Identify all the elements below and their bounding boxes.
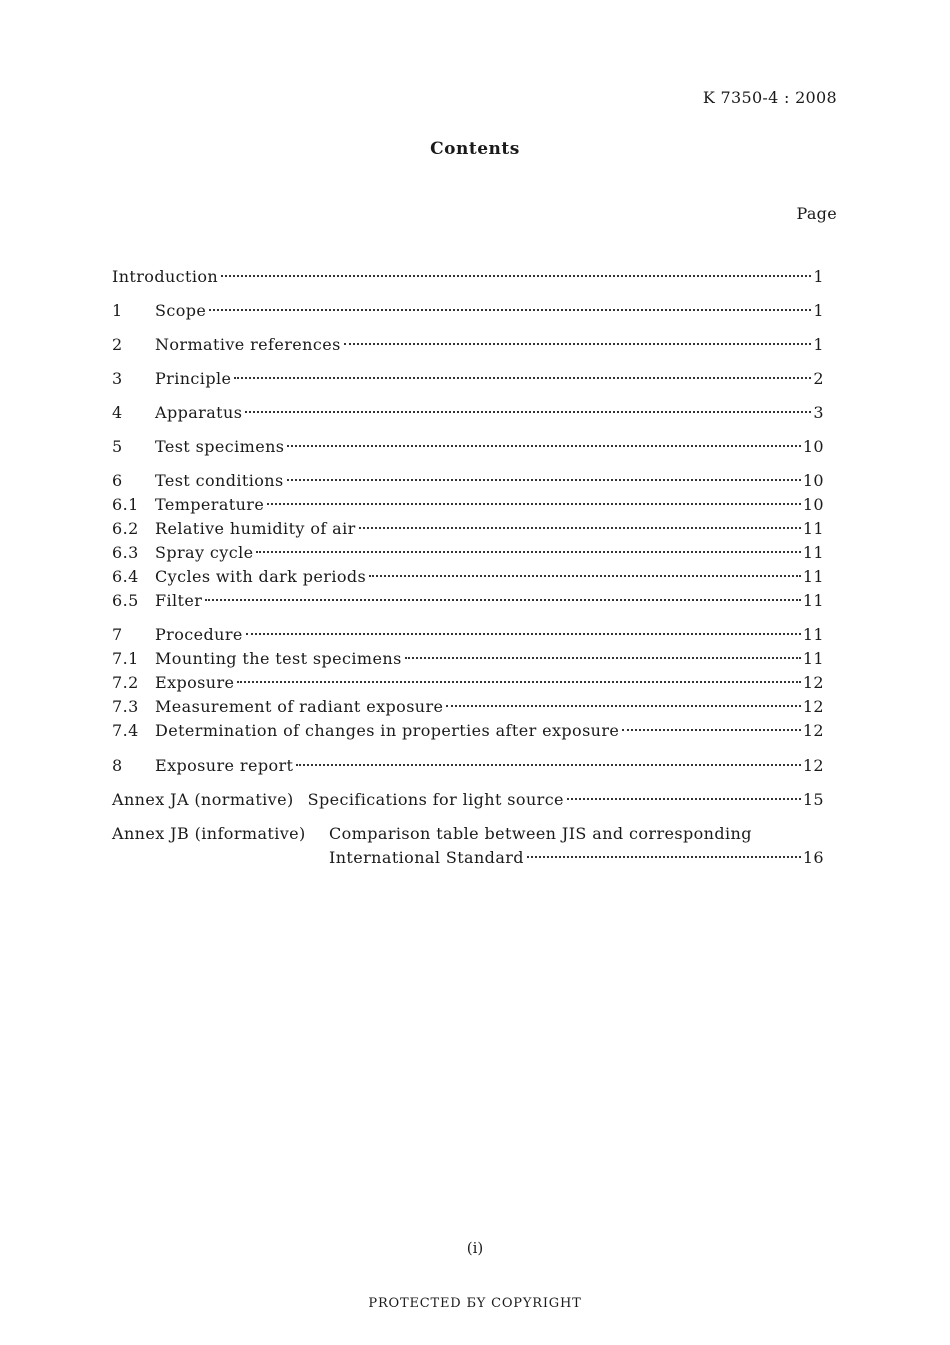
toc-entry-number: 3 — [112, 369, 123, 388]
toc-entry-6-1[interactable] — [112, 494, 824, 516]
toc-entry-4[interactable] — [112, 402, 824, 424]
toc-entry-number: 7.1 — [112, 649, 139, 668]
toc-entry-title: Filter — [155, 591, 203, 610]
toc-entry-number: 1 — [112, 301, 123, 320]
toc-entry-page: 10 — [802, 471, 824, 490]
leader-dots — [209, 309, 811, 311]
toc-entry-7-2[interactable] — [112, 672, 824, 694]
toc-entry-page: 11 — [802, 543, 824, 562]
toc-entry-number: 7.2 — [112, 673, 139, 692]
toc-entry-page: 16 — [802, 848, 824, 867]
toc-entry-annex-jb-continuation[interactable] — [329, 847, 824, 869]
toc-entry-number: 5 — [112, 437, 123, 456]
footer-page-number: (i) — [466, 1239, 484, 1257]
leader-dots — [205, 599, 801, 601]
toc-entry-7-3[interactable] — [112, 696, 824, 718]
toc-entry-number: 4 — [112, 403, 123, 422]
leader-dots — [234, 377, 811, 379]
leader-dots — [622, 729, 801, 731]
toc-entry-6-4[interactable] — [112, 566, 824, 588]
toc-entry-page: 11 — [802, 519, 824, 538]
toc-entry-7-4[interactable] — [112, 720, 824, 742]
toc-entry-title: Test conditions — [155, 471, 284, 490]
toc-entry-title: Temperature — [155, 495, 265, 514]
toc-entry-title: Introduction — [112, 267, 219, 286]
toc-entry-annex-jb[interactable] — [112, 823, 824, 845]
toc-entry-page: 1 — [813, 267, 824, 286]
toc-entry-title: Procedure — [155, 625, 243, 644]
toc-entry-page: 11 — [802, 591, 824, 610]
toc-entry-title: Normative references — [155, 335, 341, 354]
toc-entry-number: 7.3 — [112, 697, 139, 716]
leader-dots — [344, 343, 812, 345]
contents-title: Contents — [430, 139, 520, 159]
toc-entry-title-line-1: Comparison table between JIS and corresponding — [329, 824, 752, 843]
toc-entry-title: Apparatus — [155, 403, 243, 422]
toc-entry-number: 7.4 — [112, 721, 139, 740]
toc-entry-number: 6.3 — [112, 543, 139, 562]
toc-entry-title: Scope — [155, 301, 207, 320]
toc-entry-6[interactable] — [112, 470, 824, 492]
toc-entry-title-line-2: International Standard — [329, 848, 524, 867]
leader-dots — [405, 657, 801, 659]
toc-entry-title: Exposure report — [155, 756, 294, 775]
toc-entry-title: Mounting the test specimens — [155, 649, 402, 668]
toc-entry-page: 12 — [802, 721, 824, 740]
toc-entry-page: 11 — [802, 649, 824, 668]
toc-entry-3[interactable] — [112, 368, 824, 390]
leader-dots — [446, 705, 800, 707]
leader-dots — [245, 411, 811, 413]
annex-label: Annex JB (informative) — [112, 824, 306, 843]
page-column-heading: Page — [796, 204, 837, 223]
toc-entry-6-2[interactable] — [112, 518, 824, 540]
leader-dots — [369, 575, 801, 577]
toc-entry-page: 3 — [813, 403, 824, 422]
toc-entry-title: Cycles with dark periods — [155, 567, 367, 586]
toc-entry-page: 10 — [802, 437, 824, 456]
toc-entry-title: Test specimens — [155, 437, 285, 456]
toc-entry-page: 10 — [802, 495, 824, 514]
leader-dots — [287, 479, 801, 481]
toc-entry-page: 15 — [802, 790, 824, 809]
leader-dots — [359, 527, 801, 529]
toc-entry-number: 8 — [112, 756, 123, 775]
toc-entry-7-1[interactable] — [112, 648, 824, 670]
toc-entry-number: 6.2 — [112, 519, 139, 538]
toc-entry-title: Exposure — [155, 673, 235, 692]
toc-entry-title: Measurement of radiant exposure — [155, 697, 444, 716]
leader-dots — [527, 856, 801, 858]
toc-entry-page: 11 — [802, 567, 824, 586]
toc-entry-8[interactable] — [112, 755, 824, 777]
leader-dots — [256, 551, 800, 553]
toc-entry-title: Spray cycle — [155, 543, 254, 562]
toc-entry-number: 6 — [112, 471, 123, 490]
leader-dots — [246, 633, 801, 635]
toc-entry-6-3[interactable] — [112, 542, 824, 564]
toc-entry-introduction[interactable] — [112, 266, 824, 288]
toc-entry-page: 12 — [802, 756, 824, 775]
toc-entry-7[interactable] — [112, 624, 824, 646]
toc-entry-page: 12 — [802, 697, 824, 716]
toc-entry-title: Determination of changes in properties after exposure — [155, 721, 620, 740]
leader-dots — [267, 503, 801, 505]
toc-entry-1[interactable] — [112, 300, 824, 322]
toc-entry-6-5[interactable] — [112, 590, 824, 612]
annex-label: Annex JA (normative) — [112, 790, 294, 809]
toc-entry-page: 2 — [813, 369, 824, 388]
copyright-notice: PROTECTED БY COPYRIGHT — [368, 1296, 582, 1311]
toc-entry-title: Relative humidity of air — [155, 519, 356, 538]
toc-entry-title: Principle — [155, 369, 232, 388]
leader-dots — [237, 681, 800, 683]
leader-dots — [567, 798, 801, 800]
toc-entry-title: Specifications for light source — [307, 790, 564, 809]
toc-entry-page: 11 — [802, 625, 824, 644]
toc-entry-page: 1 — [813, 335, 824, 354]
toc-entry-5[interactable] — [112, 436, 824, 458]
toc-entry-annex-ja[interactable] — [112, 789, 824, 811]
standard-number: K 7350-4 : 2008 — [702, 88, 837, 107]
toc-entry-number: 6.4 — [112, 567, 139, 586]
toc-entry-page: 1 — [813, 301, 824, 320]
leader-dots — [287, 445, 800, 447]
toc-entry-2[interactable] — [112, 334, 824, 356]
leader-dots — [221, 275, 811, 277]
toc-entry-number: 6.5 — [112, 591, 139, 610]
toc-entry-number: 2 — [112, 335, 123, 354]
toc-entry-page: 12 — [802, 673, 824, 692]
toc-entry-number: 7 — [112, 625, 123, 644]
toc-entry-number: 6.1 — [112, 495, 139, 514]
leader-dots — [296, 764, 800, 766]
